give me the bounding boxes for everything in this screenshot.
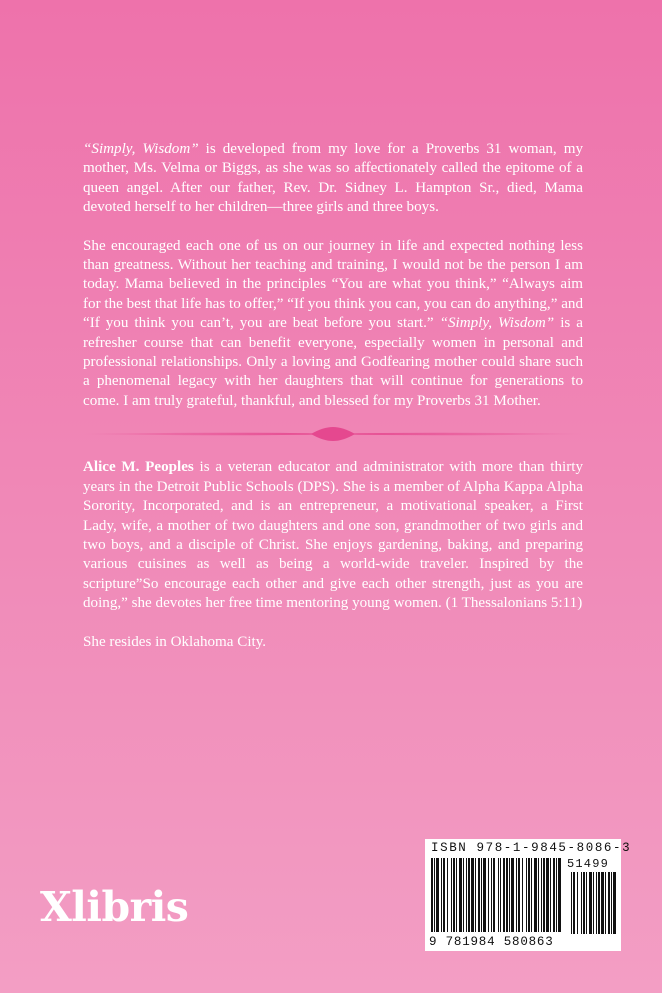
barcode-bar xyxy=(538,858,539,932)
barcode-bar xyxy=(463,858,464,932)
ean-digits: 9 781984 580863 xyxy=(429,935,554,949)
barcode-bar xyxy=(506,858,508,932)
addon-bar xyxy=(611,872,612,934)
addon-bar xyxy=(601,872,604,934)
barcode-bar xyxy=(511,858,514,932)
barcode-bar xyxy=(431,858,433,932)
barcode-bar xyxy=(526,858,527,932)
barcode-bar xyxy=(488,858,489,932)
blurb-paragraph-1 xyxy=(83,140,583,218)
author-bio xyxy=(83,458,583,613)
isbn-barcode xyxy=(425,839,632,951)
author-bio-text: is a veteran educator and administrator with more than thirty years in the Detroit Public Schools (DPS). She is a member of Alpha Kappa Alpha Sorority, Incorporated, and is an entrepreneur, a motivational speaker, a First Lady, wife, a mother of two daughters and one son, grandmother of two girls and two boys, and a disciple of Christ. She enjoys gardening, baking, and preparing various cuisines as well as being a world-wide traveler. Inspired by the scripture”So encourage each other and give each other strength, just as you are doing,” she devotes her free time mentoring young women. (1 Thessalonians 5:11) xyxy=(83,459,583,612)
barcode-bar xyxy=(553,858,555,932)
barcode-bar xyxy=(483,858,486,932)
barcode-bar xyxy=(528,858,530,932)
barcode-bar xyxy=(443,858,445,932)
blurb-text: She encouraged each one of us on our journey in life and expected nothing less than greatness. Without her teaching and training, I would not be the person I am today. Mama believed in the principles “You are what you think,” “Always aim for the best that life has to offer,” “If you think you can, you can do anything,” and “If you think you can’t, you are beat before you start.” xyxy=(83,237,583,332)
author-residence: She resides in Oklahoma City. xyxy=(83,633,267,650)
isbn-number: ISBN 978-1-9845-8086-3 xyxy=(431,841,632,855)
barcode-bar xyxy=(550,858,551,932)
barcode-bar xyxy=(500,858,501,932)
barcode-bar xyxy=(481,858,482,932)
blurb-text: is developed from my love for a Proverbs 31 woman, my mother, Ms. Velma or Biggs, as she was so affectionately called the epitome of a queen angel. After our father, Rev. Dr. Sidney L. Hampton Sr., died, Mama devoted herself to her children—three girls and three boys. xyxy=(83,141,583,216)
barcode-bar xyxy=(436,858,439,932)
addon-bar xyxy=(598,872,600,934)
barcode-bar xyxy=(478,858,480,932)
barcode-bar xyxy=(447,858,448,932)
barcode-bar xyxy=(471,858,474,932)
price-addon-code: 51499 xyxy=(567,857,610,871)
barcode-bar xyxy=(509,858,510,932)
barcode-bar xyxy=(475,858,476,932)
addon-bar xyxy=(577,872,578,934)
addon-bar xyxy=(583,872,585,934)
book-title: “Simply, Wisdom” xyxy=(439,315,555,332)
barcode-bar xyxy=(522,858,523,932)
barcode-bar xyxy=(456,858,457,932)
barcode-bar xyxy=(556,858,557,932)
barcode-bar xyxy=(503,858,505,932)
barcode-bar xyxy=(558,858,561,932)
addon-bar xyxy=(573,872,575,934)
addon-bar xyxy=(589,872,592,934)
publisher-logo: Xlibris xyxy=(40,883,189,931)
barcode-bar xyxy=(466,858,467,932)
addon-bar xyxy=(605,872,606,934)
barcode-bar xyxy=(541,858,542,932)
barcode-bar xyxy=(441,858,442,932)
back-cover-text xyxy=(83,140,583,652)
barcode-bar xyxy=(531,858,532,932)
addon-bar xyxy=(586,872,587,934)
barcode-bar xyxy=(459,858,462,932)
addon-bar xyxy=(571,872,572,934)
barcode-bar xyxy=(451,858,452,932)
book-title: “Simply, Wisdom” xyxy=(83,141,199,157)
blurb-paragraph-2 xyxy=(83,237,583,412)
barcode-bar xyxy=(498,858,499,932)
addon-bar xyxy=(596,872,597,934)
barcode-bar xyxy=(491,858,492,932)
blurb-text: is a refresher course that can benefit everyone, especially women in personal and professional relationships. Only a loving and Godfearing mother could share such a phenomenal legacy with her daughters that will continue for generations to come. I am truly grateful, thankful, and blessed for my Proverbs 31 Mother. xyxy=(83,315,583,409)
barcode-bar xyxy=(546,858,549,932)
barcode-bar xyxy=(543,858,545,932)
barcode-bar xyxy=(516,858,517,932)
addon-bar xyxy=(608,872,610,934)
barcode-bar xyxy=(493,858,495,932)
barcode-bar xyxy=(434,858,435,932)
addon-bar xyxy=(613,872,616,934)
barcode-bar xyxy=(518,858,520,932)
barcode-bar xyxy=(534,858,537,932)
addon-bar xyxy=(593,872,594,934)
barcode-bar xyxy=(453,858,455,932)
addon-bar xyxy=(581,872,582,934)
barcode-bar xyxy=(468,858,470,932)
ornamental-divider xyxy=(83,425,583,443)
author-name: Alice M. Peoples xyxy=(83,459,194,476)
